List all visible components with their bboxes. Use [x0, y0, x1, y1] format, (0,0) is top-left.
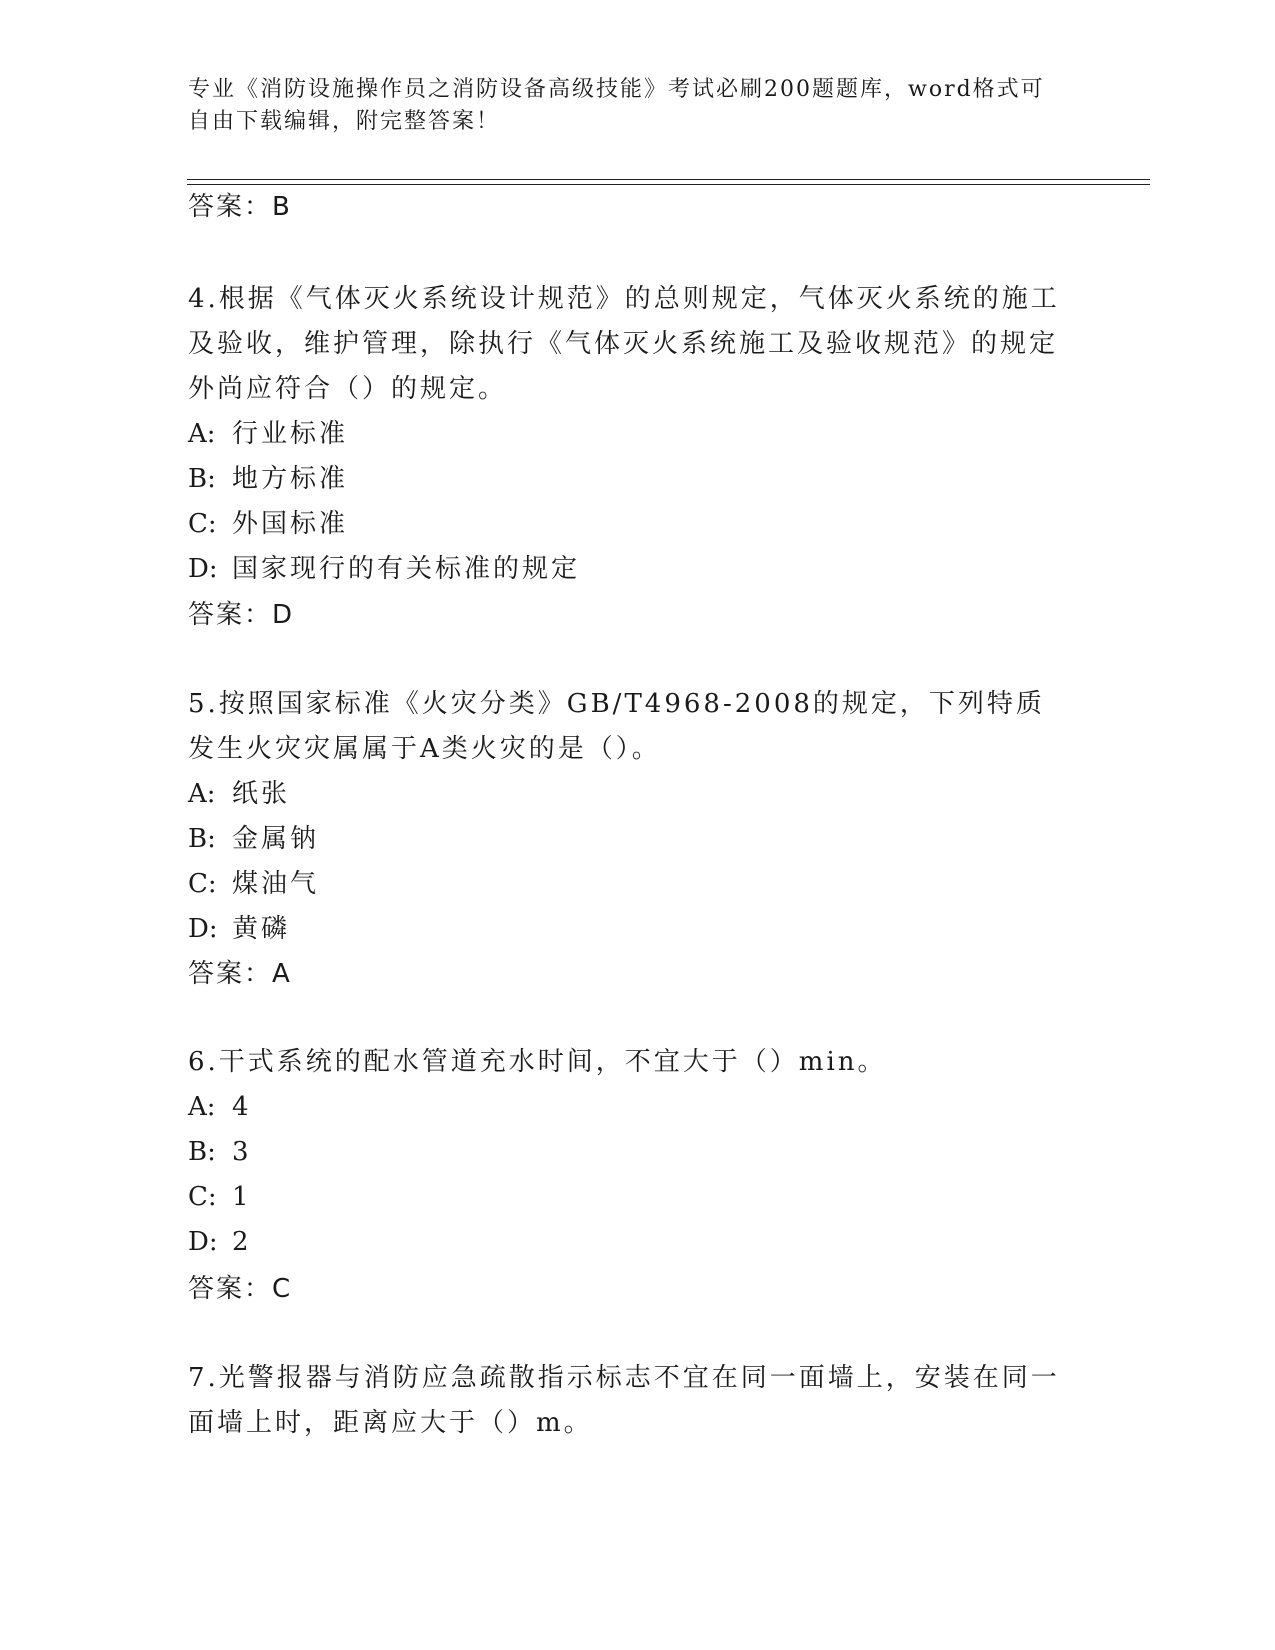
option-text: 煤油气: [232, 869, 320, 899]
header-divider-top: [187, 179, 1150, 180]
option-text: 金属钠: [232, 824, 320, 854]
option-letter: B:: [188, 824, 216, 854]
question-5-option-b: [188, 817, 1088, 862]
option-text: 2: [232, 1227, 252, 1257]
option-letter: B:: [188, 1137, 216, 1167]
document-header-intro: 专业《消防设施操作员之消防设备高级技能》考试必刷200题题库，word格式可自由下载编辑，附完整答案！: [188, 77, 1045, 134]
question-6: [188, 1040, 1088, 1265]
answer-q3: 答案：B: [188, 192, 292, 222]
question-6-option-d: [188, 1220, 1088, 1265]
option-text: 1: [232, 1182, 252, 1212]
option-letter: B:: [188, 464, 216, 494]
question-5: [188, 682, 1088, 952]
question-7: [188, 1356, 1088, 1446]
question-5-option-d: [188, 907, 1088, 952]
question-7-text: 7.光警报器与消防应急疏散指示标志不宜在同一面墙上，安装在同一面墙上时，距离应大于（）m。: [188, 1363, 1060, 1438]
option-text: 黄磷: [232, 914, 291, 944]
question-6-option-c: [188, 1175, 1088, 1220]
question-6-text: 6.干式系统的配水管道充水时间，不宜大于（）min。: [188, 1047, 887, 1077]
question-4-option-d: [188, 547, 1088, 592]
option-letter: C:: [188, 869, 217, 899]
question-6-option-b: [188, 1130, 1088, 1175]
option-letter: D:: [188, 554, 218, 584]
answer-q4: 答案：D: [188, 600, 295, 630]
question-4-option-a: [188, 412, 1088, 457]
question-5-text: 5.按照国家标准《火灾分类》GB/T4968-2008的规定，下列特质发生火灾灾属属于A类火灾的是（）。: [188, 689, 1045, 764]
question-4-text: 4.根据《气体灭火系统设计规范》的总则规定，气体灭火系统的施工及验收，维护管理，除执行《气体灭火系统施工及验收规范》的规定外尚应符合（）的规定。: [188, 284, 1060, 404]
question-4-option-b: [188, 457, 1088, 502]
answer-q6: 答案：C: [188, 1274, 293, 1304]
header-divider-bottom: [187, 184, 1150, 185]
option-letter: A:: [188, 779, 216, 809]
option-text: 国家现行的有关标准的规定: [232, 554, 581, 584]
option-text: 外国标准: [232, 509, 349, 539]
option-text: 3: [232, 1137, 252, 1167]
question-5-option-c: [188, 862, 1088, 907]
option-letter: C:: [188, 1182, 217, 1212]
option-letter: A:: [188, 1092, 216, 1122]
answer-q5: 答案：A: [188, 959, 292, 989]
option-letter: D:: [188, 1227, 218, 1257]
question-4-option-c: [188, 502, 1088, 547]
option-letter: D:: [188, 914, 218, 944]
option-text: 地方标准: [232, 464, 349, 494]
option-text: 4: [232, 1092, 252, 1122]
option-text: 行业标准: [232, 419, 349, 449]
question-6-option-a: [188, 1085, 1088, 1130]
question-5-option-a: [188, 772, 1088, 817]
option-text: 纸张: [232, 779, 291, 809]
question-4: [188, 277, 1088, 592]
option-letter: C:: [188, 509, 217, 539]
option-letter: A:: [188, 419, 216, 449]
